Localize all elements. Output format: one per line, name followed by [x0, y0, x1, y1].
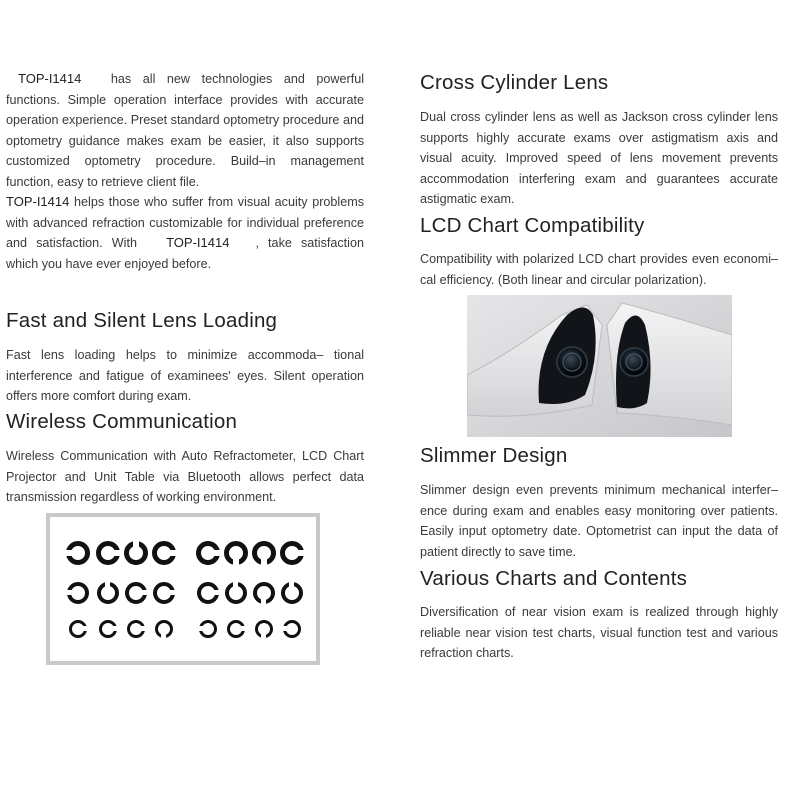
- wireless-body: Wireless Communication with Auto Refractometer, LCD Chart Projector and Unit Table via Bluetooth allows perfect data transmission regardless of working environment.: [6, 449, 364, 505]
- slimmer-title: Slimmer Design: [420, 444, 568, 467]
- landolt-ring-icon: [69, 620, 87, 638]
- landolt-ring-icon: [196, 541, 220, 565]
- landolt-ring-icon: [224, 541, 248, 565]
- landolt-ring-icon: [99, 620, 117, 638]
- phoropter-photo: [467, 295, 732, 437]
- landolt-ring-icon: [280, 541, 304, 565]
- landolt-ring-icon: [227, 620, 245, 638]
- various-charts-title: Various Charts and Contents: [420, 567, 688, 590]
- fast-loading-title: Fast and Silent Lens Loading: [6, 309, 278, 332]
- landolt-ring-icon: [66, 541, 90, 565]
- landolt-ring-icon: [197, 582, 219, 604]
- landolt-ring-icon: [155, 620, 173, 638]
- intro-text-2: helps those who suffer from visual acuity problems with advanced refraction customizable for individual preference and satisfaction. With: [6, 195, 365, 251]
- intro-text-1: has all new technologies and powerful functions. Simple operation interface provides with accurate operation experience. Preset standard optometry procedure and optometry guidance makes exam be easier, it also supports customized optometry procedure. Build–in management function, easy to retrieve client file.: [6, 72, 365, 189]
- landolt-ring-icon: [253, 582, 275, 604]
- landolt-ring-icon: [255, 620, 273, 638]
- landolt-ring-icon: [199, 620, 217, 638]
- landolt-ring-icon: [124, 541, 148, 565]
- landolt-ring-icon: [67, 582, 89, 604]
- landolt-ring-icon: [97, 582, 119, 604]
- intro-text-3: , take satisfaction which you have ever enjoyed before.: [6, 236, 364, 271]
- lcd-chart-body: Compatibility with polarized LCD chart provides even economi–cal efficiency. (Both linear and circular polarization).: [420, 252, 778, 287]
- landolt-ring-icon: [281, 582, 303, 604]
- landolt-ring-icon: [252, 541, 276, 565]
- fast-loading-body: Fast lens loading helps to minimize accommoda– tional interference and fatigue of examinees' eyes. Silent operation offers more comfort during exam.: [6, 348, 364, 404]
- landolt-ring-icon: [125, 582, 147, 604]
- cross-cylinder-body: Dual cross cylinder lens as well as Jackson cross cylinder lens supports highly accurate exams over astigmatism axis and visual acuity. Improved speed of lens movement prevents accommodation interfering exam and guarantees accurate astigmatic exam.: [420, 110, 778, 207]
- landolt-ring-icon: [127, 620, 145, 638]
- model-name: TOP-I1414: [6, 194, 70, 209]
- landolt-ring-icon: [152, 541, 176, 565]
- cross-cylinder-title: Cross Cylinder Lens: [420, 71, 609, 94]
- model-name: TOP-I1414: [166, 235, 230, 251]
- landolt-ring-icon: [96, 541, 120, 565]
- landolt-ring-icon: [153, 582, 175, 604]
- lcd-chart-title: LCD Chart Compatibility: [420, 214, 645, 237]
- landolt-ring-chart: [46, 513, 320, 665]
- model-name: TOP-I1414: [18, 71, 82, 86]
- various-charts-body: Diversification of near vision exam is realized through highly reliable near vision test charts, visual function test and various refraction charts.: [420, 605, 778, 661]
- intro-paragraph-1: [6, 69, 364, 193]
- phoropter-illustration: [467, 295, 732, 437]
- intro-paragraph-2: [6, 192, 364, 274]
- landolt-ring-icon: [283, 620, 301, 638]
- landolt-ring-icon: [225, 582, 247, 604]
- wireless-title: Wireless Communication: [6, 410, 238, 433]
- slimmer-body: Slimmer design even prevents minimum mechanical interfer–ence during exam and enables easy monitoring over patients. Easily input optometry date. Optometrist can input the data of patient directly to save time.: [420, 483, 778, 559]
